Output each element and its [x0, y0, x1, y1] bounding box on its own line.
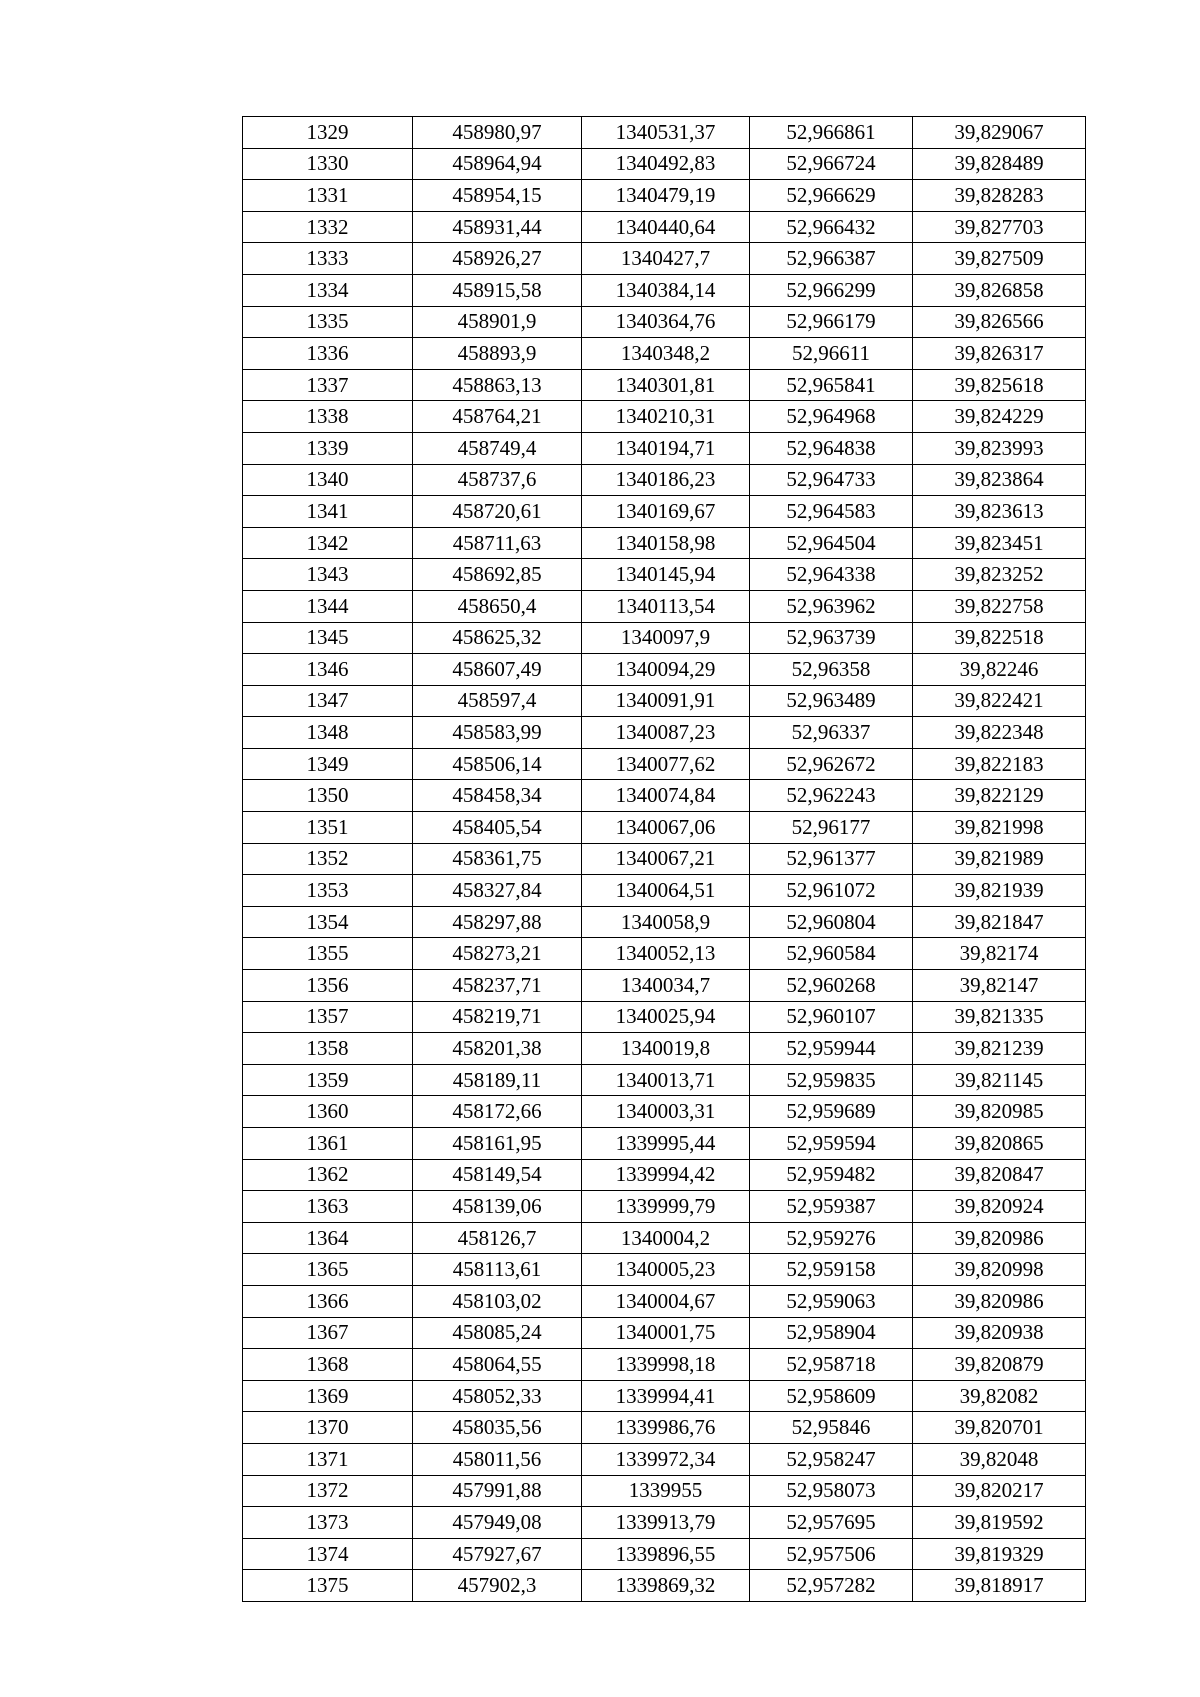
point-number-cell: 1338	[243, 401, 413, 433]
longitude-cell: 39,827509	[913, 243, 1086, 275]
latitude-cell: 52,958718	[750, 1349, 913, 1381]
y-coordinate-cell: 1340003,31	[582, 1096, 750, 1128]
x-coordinate-cell: 458103,02	[413, 1285, 582, 1317]
latitude-cell: 52,959482	[750, 1159, 913, 1191]
y-coordinate-cell: 1340158,98	[582, 527, 750, 559]
y-coordinate-cell: 1340097,9	[582, 622, 750, 654]
longitude-cell: 39,828489	[913, 148, 1086, 180]
longitude-cell: 39,82082	[913, 1380, 1086, 1412]
y-coordinate-cell: 1339955	[582, 1475, 750, 1507]
x-coordinate-cell: 458273,21	[413, 938, 582, 970]
point-number-cell: 1337	[243, 369, 413, 401]
point-number-cell: 1346	[243, 654, 413, 686]
longitude-cell: 39,818917	[913, 1570, 1086, 1602]
latitude-cell: 52,965841	[750, 369, 913, 401]
table-row	[243, 1380, 1086, 1412]
latitude-cell: 52,958073	[750, 1475, 913, 1507]
table-row	[243, 1191, 1086, 1223]
point-number-cell: 1364	[243, 1222, 413, 1254]
x-coordinate-cell: 458650,4	[413, 590, 582, 622]
longitude-cell: 39,821335	[913, 1001, 1086, 1033]
y-coordinate-cell: 1340064,51	[582, 875, 750, 907]
longitude-cell: 39,822183	[913, 748, 1086, 780]
latitude-cell: 52,963739	[750, 622, 913, 654]
point-number-cell: 1350	[243, 780, 413, 812]
x-coordinate-cell: 458692,85	[413, 559, 582, 591]
longitude-cell: 39,821847	[913, 906, 1086, 938]
longitude-cell: 39,823993	[913, 432, 1086, 464]
longitude-cell: 39,826566	[913, 306, 1086, 338]
point-number-cell: 1355	[243, 938, 413, 970]
x-coordinate-cell: 458085,24	[413, 1317, 582, 1349]
x-coordinate-cell: 458954,15	[413, 180, 582, 212]
point-number-cell: 1373	[243, 1507, 413, 1539]
y-coordinate-cell: 1340145,94	[582, 559, 750, 591]
point-number-cell: 1342	[243, 527, 413, 559]
point-number-cell: 1372	[243, 1475, 413, 1507]
table-row	[243, 906, 1086, 938]
x-coordinate-cell: 458583,99	[413, 717, 582, 749]
x-coordinate-cell: 458711,63	[413, 527, 582, 559]
point-number-cell: 1354	[243, 906, 413, 938]
longitude-cell: 39,820865	[913, 1128, 1086, 1160]
table-row	[243, 812, 1086, 844]
longitude-cell: 39,822348	[913, 717, 1086, 749]
latitude-cell: 52,966724	[750, 148, 913, 180]
y-coordinate-cell: 1340052,13	[582, 938, 750, 970]
point-number-cell: 1331	[243, 180, 413, 212]
y-coordinate-cell: 1339869,32	[582, 1570, 750, 1602]
x-coordinate-cell: 458931,44	[413, 211, 582, 243]
y-coordinate-cell: 1340210,31	[582, 401, 750, 433]
y-coordinate-cell: 1340013,71	[582, 1064, 750, 1096]
table-row	[243, 1412, 1086, 1444]
x-coordinate-cell: 458964,94	[413, 148, 582, 180]
x-coordinate-cell: 458506,14	[413, 748, 582, 780]
table-row	[243, 369, 1086, 401]
longitude-cell: 39,822758	[913, 590, 1086, 622]
y-coordinate-cell: 1340005,23	[582, 1254, 750, 1286]
point-number-cell: 1330	[243, 148, 413, 180]
table-row	[243, 1159, 1086, 1191]
y-coordinate-cell: 1340427,7	[582, 243, 750, 275]
point-number-cell: 1343	[243, 559, 413, 591]
longitude-cell: 39,826317	[913, 338, 1086, 370]
longitude-cell: 39,823252	[913, 559, 1086, 591]
longitude-cell: 39,821989	[913, 843, 1086, 875]
point-number-cell: 1359	[243, 1064, 413, 1096]
latitude-cell: 52,966299	[750, 274, 913, 306]
point-number-cell: 1348	[243, 717, 413, 749]
point-number-cell: 1375	[243, 1570, 413, 1602]
table-row	[243, 1254, 1086, 1286]
table-row	[243, 306, 1086, 338]
latitude-cell: 52,96177	[750, 812, 913, 844]
point-number-cell: 1362	[243, 1159, 413, 1191]
y-coordinate-cell: 1339998,18	[582, 1349, 750, 1381]
latitude-cell: 52,960268	[750, 970, 913, 1002]
point-number-cell: 1332	[243, 211, 413, 243]
table-row	[243, 843, 1086, 875]
y-coordinate-cell: 1340091,91	[582, 685, 750, 717]
longitude-cell: 39,82246	[913, 654, 1086, 686]
table-row	[243, 1128, 1086, 1160]
longitude-cell: 39,824229	[913, 401, 1086, 433]
x-coordinate-cell: 458161,95	[413, 1128, 582, 1160]
latitude-cell: 52,959689	[750, 1096, 913, 1128]
longitude-cell: 39,821145	[913, 1064, 1086, 1096]
y-coordinate-cell: 1339994,42	[582, 1159, 750, 1191]
x-coordinate-cell: 457927,67	[413, 1538, 582, 1570]
x-coordinate-cell: 458720,61	[413, 496, 582, 528]
latitude-cell: 52,96358	[750, 654, 913, 686]
y-coordinate-cell: 1340364,76	[582, 306, 750, 338]
y-coordinate-cell: 1339896,55	[582, 1538, 750, 1570]
table-row	[243, 338, 1086, 370]
point-number-cell: 1340	[243, 464, 413, 496]
x-coordinate-cell: 458064,55	[413, 1349, 582, 1381]
latitude-cell: 52,959944	[750, 1033, 913, 1065]
latitude-cell: 52,963489	[750, 685, 913, 717]
point-number-cell: 1349	[243, 748, 413, 780]
y-coordinate-cell: 1340004,2	[582, 1222, 750, 1254]
y-coordinate-cell: 1340194,71	[582, 432, 750, 464]
longitude-cell: 39,820924	[913, 1191, 1086, 1223]
x-coordinate-cell: 458764,21	[413, 401, 582, 433]
longitude-cell: 39,828283	[913, 180, 1086, 212]
table-row	[243, 1475, 1086, 1507]
x-coordinate-cell: 458926,27	[413, 243, 582, 275]
x-coordinate-cell: 458139,06	[413, 1191, 582, 1223]
y-coordinate-cell: 1340301,81	[582, 369, 750, 401]
latitude-cell: 52,964838	[750, 432, 913, 464]
latitude-cell: 52,95846	[750, 1412, 913, 1444]
x-coordinate-cell: 458035,56	[413, 1412, 582, 1444]
point-number-cell: 1366	[243, 1285, 413, 1317]
latitude-cell: 52,959158	[750, 1254, 913, 1286]
longitude-cell: 39,823451	[913, 527, 1086, 559]
y-coordinate-cell: 1339994,41	[582, 1380, 750, 1412]
table-row	[243, 970, 1086, 1002]
y-coordinate-cell: 1340034,7	[582, 970, 750, 1002]
y-coordinate-cell: 1339995,44	[582, 1128, 750, 1160]
x-coordinate-cell: 458980,97	[413, 117, 582, 149]
point-number-cell: 1365	[243, 1254, 413, 1286]
table-row	[243, 243, 1086, 275]
table-row	[243, 1033, 1086, 1065]
longitude-cell: 39,827703	[913, 211, 1086, 243]
point-number-cell: 1357	[243, 1001, 413, 1033]
point-number-cell: 1334	[243, 274, 413, 306]
longitude-cell: 39,820985	[913, 1096, 1086, 1128]
y-coordinate-cell: 1339999,79	[582, 1191, 750, 1223]
y-coordinate-cell: 1340077,62	[582, 748, 750, 780]
x-coordinate-cell: 457991,88	[413, 1475, 582, 1507]
point-number-cell: 1344	[243, 590, 413, 622]
point-number-cell: 1353	[243, 875, 413, 907]
x-coordinate-cell: 458901,9	[413, 306, 582, 338]
x-coordinate-cell: 458172,66	[413, 1096, 582, 1128]
longitude-cell: 39,819592	[913, 1507, 1086, 1539]
table-row	[243, 527, 1086, 559]
point-number-cell: 1352	[243, 843, 413, 875]
latitude-cell: 52,960584	[750, 938, 913, 970]
table-row	[243, 654, 1086, 686]
longitude-cell: 39,820986	[913, 1222, 1086, 1254]
latitude-cell: 52,961072	[750, 875, 913, 907]
x-coordinate-cell: 458219,71	[413, 1001, 582, 1033]
longitude-cell: 39,821998	[913, 812, 1086, 844]
y-coordinate-cell: 1340087,23	[582, 717, 750, 749]
latitude-cell: 52,966629	[750, 180, 913, 212]
longitude-cell: 39,822421	[913, 685, 1086, 717]
table-row	[243, 938, 1086, 970]
latitude-cell: 52,962243	[750, 780, 913, 812]
x-coordinate-cell: 458607,49	[413, 654, 582, 686]
table-row	[243, 1570, 1086, 1602]
table-row	[243, 590, 1086, 622]
table-row	[243, 1317, 1086, 1349]
point-number-cell: 1358	[243, 1033, 413, 1065]
y-coordinate-cell: 1340025,94	[582, 1001, 750, 1033]
table-row	[243, 1096, 1086, 1128]
latitude-cell: 52,960107	[750, 1001, 913, 1033]
latitude-cell: 52,964338	[750, 559, 913, 591]
table-row	[243, 1001, 1086, 1033]
table-row	[243, 1538, 1086, 1570]
point-number-cell: 1347	[243, 685, 413, 717]
table-row	[243, 148, 1086, 180]
x-coordinate-cell: 458297,88	[413, 906, 582, 938]
y-coordinate-cell: 1340169,67	[582, 496, 750, 528]
latitude-cell: 52,96337	[750, 717, 913, 749]
y-coordinate-cell: 1340001,75	[582, 1317, 750, 1349]
point-number-cell: 1341	[243, 496, 413, 528]
x-coordinate-cell: 458737,6	[413, 464, 582, 496]
x-coordinate-cell: 458126,7	[413, 1222, 582, 1254]
y-coordinate-cell: 1340113,54	[582, 590, 750, 622]
x-coordinate-cell: 458361,75	[413, 843, 582, 875]
latitude-cell: 52,958904	[750, 1317, 913, 1349]
longitude-cell: 39,820217	[913, 1475, 1086, 1507]
table-row	[243, 401, 1086, 433]
longitude-cell: 39,819329	[913, 1538, 1086, 1570]
x-coordinate-cell: 458011,56	[413, 1443, 582, 1475]
longitude-cell: 39,820938	[913, 1317, 1086, 1349]
latitude-cell: 52,957282	[750, 1570, 913, 1602]
point-number-cell: 1369	[243, 1380, 413, 1412]
y-coordinate-cell: 1340384,14	[582, 274, 750, 306]
table-row	[243, 1443, 1086, 1475]
latitude-cell: 52,959063	[750, 1285, 913, 1317]
point-number-cell: 1356	[243, 970, 413, 1002]
point-number-cell: 1367	[243, 1317, 413, 1349]
table-row	[243, 748, 1086, 780]
coordinates-table	[242, 116, 1086, 1602]
latitude-cell: 52,959835	[750, 1064, 913, 1096]
x-coordinate-cell: 458405,54	[413, 812, 582, 844]
longitude-cell: 39,825618	[913, 369, 1086, 401]
table-row	[243, 211, 1086, 243]
point-number-cell: 1360	[243, 1096, 413, 1128]
longitude-cell: 39,820998	[913, 1254, 1086, 1286]
table-row	[243, 1064, 1086, 1096]
x-coordinate-cell: 458113,61	[413, 1254, 582, 1286]
x-coordinate-cell: 458189,11	[413, 1064, 582, 1096]
point-number-cell: 1368	[243, 1349, 413, 1381]
x-coordinate-cell: 458893,9	[413, 338, 582, 370]
table-row	[243, 496, 1086, 528]
table-row	[243, 117, 1086, 149]
point-number-cell: 1339	[243, 432, 413, 464]
point-number-cell: 1363	[243, 1191, 413, 1223]
x-coordinate-cell: 458597,4	[413, 685, 582, 717]
table-row	[243, 180, 1086, 212]
table-row	[243, 780, 1086, 812]
longitude-cell: 39,821239	[913, 1033, 1086, 1065]
latitude-cell: 52,96611	[750, 338, 913, 370]
longitude-cell: 39,822129	[913, 780, 1086, 812]
y-coordinate-cell: 1340348,2	[582, 338, 750, 370]
latitude-cell: 52,962672	[750, 748, 913, 780]
longitude-cell: 39,821939	[913, 875, 1086, 907]
latitude-cell: 52,959594	[750, 1128, 913, 1160]
latitude-cell: 52,959387	[750, 1191, 913, 1223]
longitude-cell: 39,823864	[913, 464, 1086, 496]
y-coordinate-cell: 1340004,67	[582, 1285, 750, 1317]
longitude-cell: 39,82048	[913, 1443, 1086, 1475]
x-coordinate-cell: 458458,34	[413, 780, 582, 812]
latitude-cell: 52,966432	[750, 211, 913, 243]
table-row	[243, 717, 1086, 749]
latitude-cell: 52,958609	[750, 1380, 913, 1412]
table-row	[243, 464, 1086, 496]
table-row	[243, 1349, 1086, 1381]
y-coordinate-cell: 1339986,76	[582, 1412, 750, 1444]
table-row	[243, 274, 1086, 306]
longitude-cell: 39,820847	[913, 1159, 1086, 1191]
latitude-cell: 52,959276	[750, 1222, 913, 1254]
latitude-cell: 52,966387	[750, 243, 913, 275]
y-coordinate-cell: 1340094,29	[582, 654, 750, 686]
x-coordinate-cell: 458625,32	[413, 622, 582, 654]
longitude-cell: 39,829067	[913, 117, 1086, 149]
y-coordinate-cell: 1340440,64	[582, 211, 750, 243]
latitude-cell: 52,957506	[750, 1538, 913, 1570]
latitude-cell: 52,966861	[750, 117, 913, 149]
point-number-cell: 1370	[243, 1412, 413, 1444]
longitude-cell: 39,820879	[913, 1349, 1086, 1381]
latitude-cell: 52,958247	[750, 1443, 913, 1475]
table-row	[243, 1222, 1086, 1254]
longitude-cell: 39,820986	[913, 1285, 1086, 1317]
longitude-cell: 39,82147	[913, 970, 1086, 1002]
x-coordinate-cell: 458052,33	[413, 1380, 582, 1412]
y-coordinate-cell: 1340492,83	[582, 148, 750, 180]
coordinates-table-body	[243, 117, 1086, 1602]
x-coordinate-cell: 457902,3	[413, 1570, 582, 1602]
latitude-cell: 52,966179	[750, 306, 913, 338]
table-row	[243, 559, 1086, 591]
table-row	[243, 875, 1086, 907]
latitude-cell: 52,964504	[750, 527, 913, 559]
y-coordinate-cell: 1340067,06	[582, 812, 750, 844]
latitude-cell: 52,964968	[750, 401, 913, 433]
x-coordinate-cell: 458863,13	[413, 369, 582, 401]
point-number-cell: 1374	[243, 1538, 413, 1570]
latitude-cell: 52,961377	[750, 843, 913, 875]
longitude-cell: 39,822518	[913, 622, 1086, 654]
x-coordinate-cell: 458237,71	[413, 970, 582, 1002]
point-number-cell: 1333	[243, 243, 413, 275]
y-coordinate-cell: 1339913,79	[582, 1507, 750, 1539]
table-row	[243, 685, 1086, 717]
point-number-cell: 1371	[243, 1443, 413, 1475]
point-number-cell: 1345	[243, 622, 413, 654]
y-coordinate-cell: 1340019,8	[582, 1033, 750, 1065]
y-coordinate-cell: 1339972,34	[582, 1443, 750, 1475]
latitude-cell: 52,963962	[750, 590, 913, 622]
longitude-cell: 39,823613	[913, 496, 1086, 528]
latitude-cell: 52,964733	[750, 464, 913, 496]
table-row	[243, 622, 1086, 654]
x-coordinate-cell: 458149,54	[413, 1159, 582, 1191]
y-coordinate-cell: 1340479,19	[582, 180, 750, 212]
latitude-cell: 52,957695	[750, 1507, 913, 1539]
point-number-cell: 1361	[243, 1128, 413, 1160]
point-number-cell: 1329	[243, 117, 413, 149]
y-coordinate-cell: 1340058,9	[582, 906, 750, 938]
x-coordinate-cell: 458327,84	[413, 875, 582, 907]
x-coordinate-cell: 457949,08	[413, 1507, 582, 1539]
y-coordinate-cell: 1340186,23	[582, 464, 750, 496]
y-coordinate-cell: 1340531,37	[582, 117, 750, 149]
longitude-cell: 39,826858	[913, 274, 1086, 306]
y-coordinate-cell: 1340074,84	[582, 780, 750, 812]
y-coordinate-cell: 1340067,21	[582, 843, 750, 875]
x-coordinate-cell: 458201,38	[413, 1033, 582, 1065]
longitude-cell: 39,820701	[913, 1412, 1086, 1444]
x-coordinate-cell: 458915,58	[413, 274, 582, 306]
latitude-cell: 52,960804	[750, 906, 913, 938]
point-number-cell: 1335	[243, 306, 413, 338]
latitude-cell: 52,964583	[750, 496, 913, 528]
table-row	[243, 1507, 1086, 1539]
point-number-cell: 1336	[243, 338, 413, 370]
point-number-cell: 1351	[243, 812, 413, 844]
x-coordinate-cell: 458749,4	[413, 432, 582, 464]
table-row	[243, 1285, 1086, 1317]
longitude-cell: 39,82174	[913, 938, 1086, 970]
table-row	[243, 432, 1086, 464]
